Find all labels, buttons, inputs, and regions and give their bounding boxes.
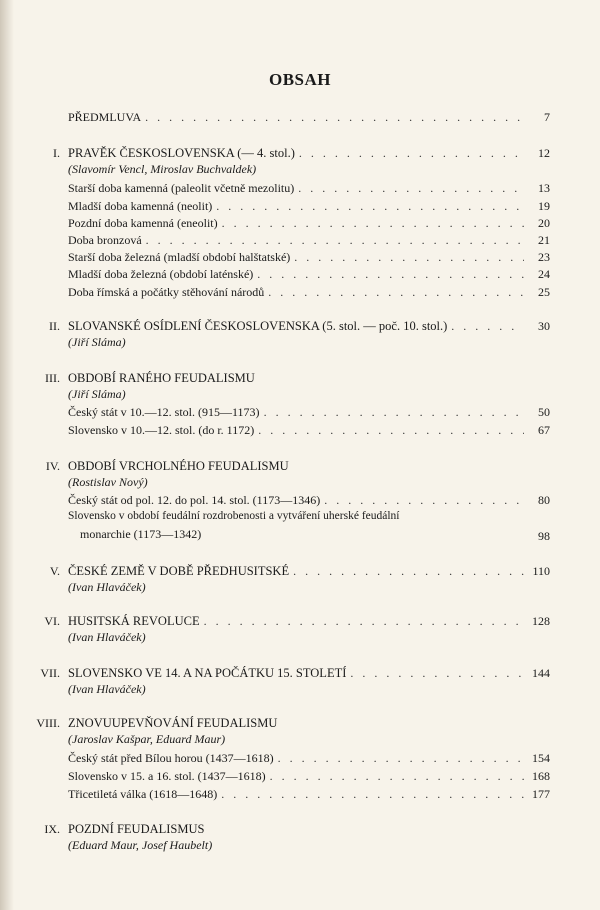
chapter-author: (Ivan Hlaváček) [68,682,146,696]
dot-leader [258,423,524,438]
toc-entry-label: Český stát v 10.—12. stol. (915—1173) [68,405,260,419]
toc-page-number: 128 [532,614,550,628]
toc-entry [68,216,528,231]
dot-leader [298,181,524,196]
toc-entry-label: Doba bronzová [68,233,142,247]
toc-page-number: 30 [538,319,550,333]
dot-leader [222,216,524,231]
toc-page-number: 19 [538,199,550,213]
chapter-title-row [68,614,528,629]
chapter-title: HUSITSKÁ REVOLUCE [68,614,200,628]
toc-entry-label: Starší doba kamenná (paleolit včetně mezolitu) [68,181,295,195]
dot-leader [350,666,524,681]
toc-page-number: 20 [538,216,550,230]
toc-entry [68,751,528,766]
toc-page-number: 7 [544,110,550,124]
toc-entry [68,787,528,802]
toc-entry-label: Starší doba železná (mladší období halštatské) [68,250,291,264]
chapter-number: III. [45,371,60,385]
chapter-title: PRAVĚK ČESKOSLOVENSKA (— 4. stol.) [68,146,295,160]
chapter-title: POZDNÍ FEUDALISMUS [68,822,205,836]
toc-entry-label: Český stát od pol. 12. do pol. 14. stol. (1173—1346) [68,493,321,507]
chapter-title: SLOVANSKÉ OSÍDLENÍ ČESKOSLOVENSKA (5. stol. — poč. 10. stol.) [68,319,448,333]
toc-page-number: 144 [532,666,550,680]
page-edge-shadow [0,0,14,910]
toc-page-number: 80 [538,493,550,507]
toc-entry [80,527,528,542]
toc-entry [68,250,528,265]
toc-page-number: 98 [538,529,550,543]
chapter-number: V. [49,564,60,578]
toc-page-number: 67 [538,423,550,437]
dot-leader [294,250,524,265]
chapter-number: VIII. [36,716,60,730]
chapter-title: SLOVENSKO VE 14. A NA POČÁTKU 15. STOLETÍ [68,666,347,680]
chapter-title: OBDOBÍ RANÉHO FEUDALISMU [68,371,255,385]
toc-entry-label: Třicetiletá válka (1618—1648) [68,787,218,801]
chapter-author: (Jiří Sláma) [68,335,126,349]
dot-leader [216,199,524,214]
chapter-author: (Ivan Hlaváček) [68,630,146,644]
toc-page-number: 25 [538,285,550,299]
toc-entry-label: Slovensko v 15. a 16. stol. (1437—1618) [68,769,266,783]
chapter-title-row [68,564,528,579]
toc-entry [68,199,528,214]
dot-leader [268,285,524,300]
chapter-number: I. [53,146,60,160]
toc-page-number: 154 [532,751,550,765]
page-title: OBSAH [268,70,332,89]
toc-entry-label: Český stát před Bílou horou (1437—1618) [68,751,274,765]
toc-page-number: 50 [538,405,550,419]
toc-page-number: 12 [538,146,550,160]
toc-page-number: 24 [538,267,550,281]
chapter-author: (Rostislav Nový) [68,475,148,489]
toc-entry [68,769,528,784]
toc-entry-label: Pozdní doba kamenná (eneolit) [68,216,218,230]
toc-entry [68,285,528,300]
chapter-author: (Jaroslav Kašpar, Eduard Maur) [68,732,226,746]
toc-entry-preface [68,110,528,125]
toc-entry-label: Slovensko v 10.—12. stol. (do r. 1172) [68,423,255,437]
chapter-title-row [68,146,528,161]
dot-leader [293,564,524,579]
chapter-title: OBDOBÍ VRCHOLNÉHO FEUDALISMU [68,459,289,473]
chapter-author: (Eduard Maur, Josef Haubelt) [68,838,213,852]
toc-entry [68,493,528,508]
chapter-author: (Slavomír Vencl, Miroslav Buchvaldek) [68,162,257,176]
toc-entry [68,233,528,248]
toc-entry-label: PŘEDMLUVA [68,110,142,124]
dot-leader [146,233,524,248]
dot-leader [204,614,524,629]
toc-entry [68,423,528,438]
chapter-number: VI. [44,614,60,628]
dot-leader [324,493,524,508]
chapter-title: ČESKÉ ZEMĚ V DOBĚ PŘEDHUSITSKÉ [68,564,290,578]
toc-entry-label: Mladší doba kamenná (neolit) [68,199,213,213]
dot-leader [278,751,524,766]
toc-page-number: 21 [538,233,550,247]
toc-page-number: 168 [532,769,550,783]
toc-page-number: 177 [532,787,550,801]
toc-entry-label: Doba římská a počátky stěhování národů [68,285,265,299]
dot-leader [257,267,524,282]
toc-entry-label: Mladší doba železná (období laténské) [68,267,254,281]
chapter-title: ZNOVUUPEVŇOVÁNÍ FEUDALISMU [68,716,278,730]
chapter-number: II. [49,319,60,333]
toc-entry-label: Slovensko v období feudální rozdrobenosti a vytváření uherské feudální [68,510,400,522]
toc-entry-label: monarchie (1173—1342) [80,527,202,541]
dot-leader [264,405,524,420]
chapter-author: (Jiří Sláma) [68,387,126,401]
dot-leader [270,769,524,784]
toc-page-number: 23 [538,250,550,264]
toc-page-number: 13 [538,181,550,195]
chapter-title-row [68,666,528,681]
chapter-number: IV. [45,459,60,473]
chapter-number: VII. [40,666,60,680]
chapter-number: IX. [44,822,60,836]
chapter-title-row [68,319,528,334]
toc-page-number: 110 [532,564,550,578]
toc-entry [68,181,528,196]
toc-entry [68,405,528,420]
dot-leader [221,787,524,802]
toc-entry [68,267,528,282]
chapter-author: (Ivan Hlaváček) [68,580,146,594]
dot-leader [145,110,524,125]
dot-leader [299,146,524,161]
